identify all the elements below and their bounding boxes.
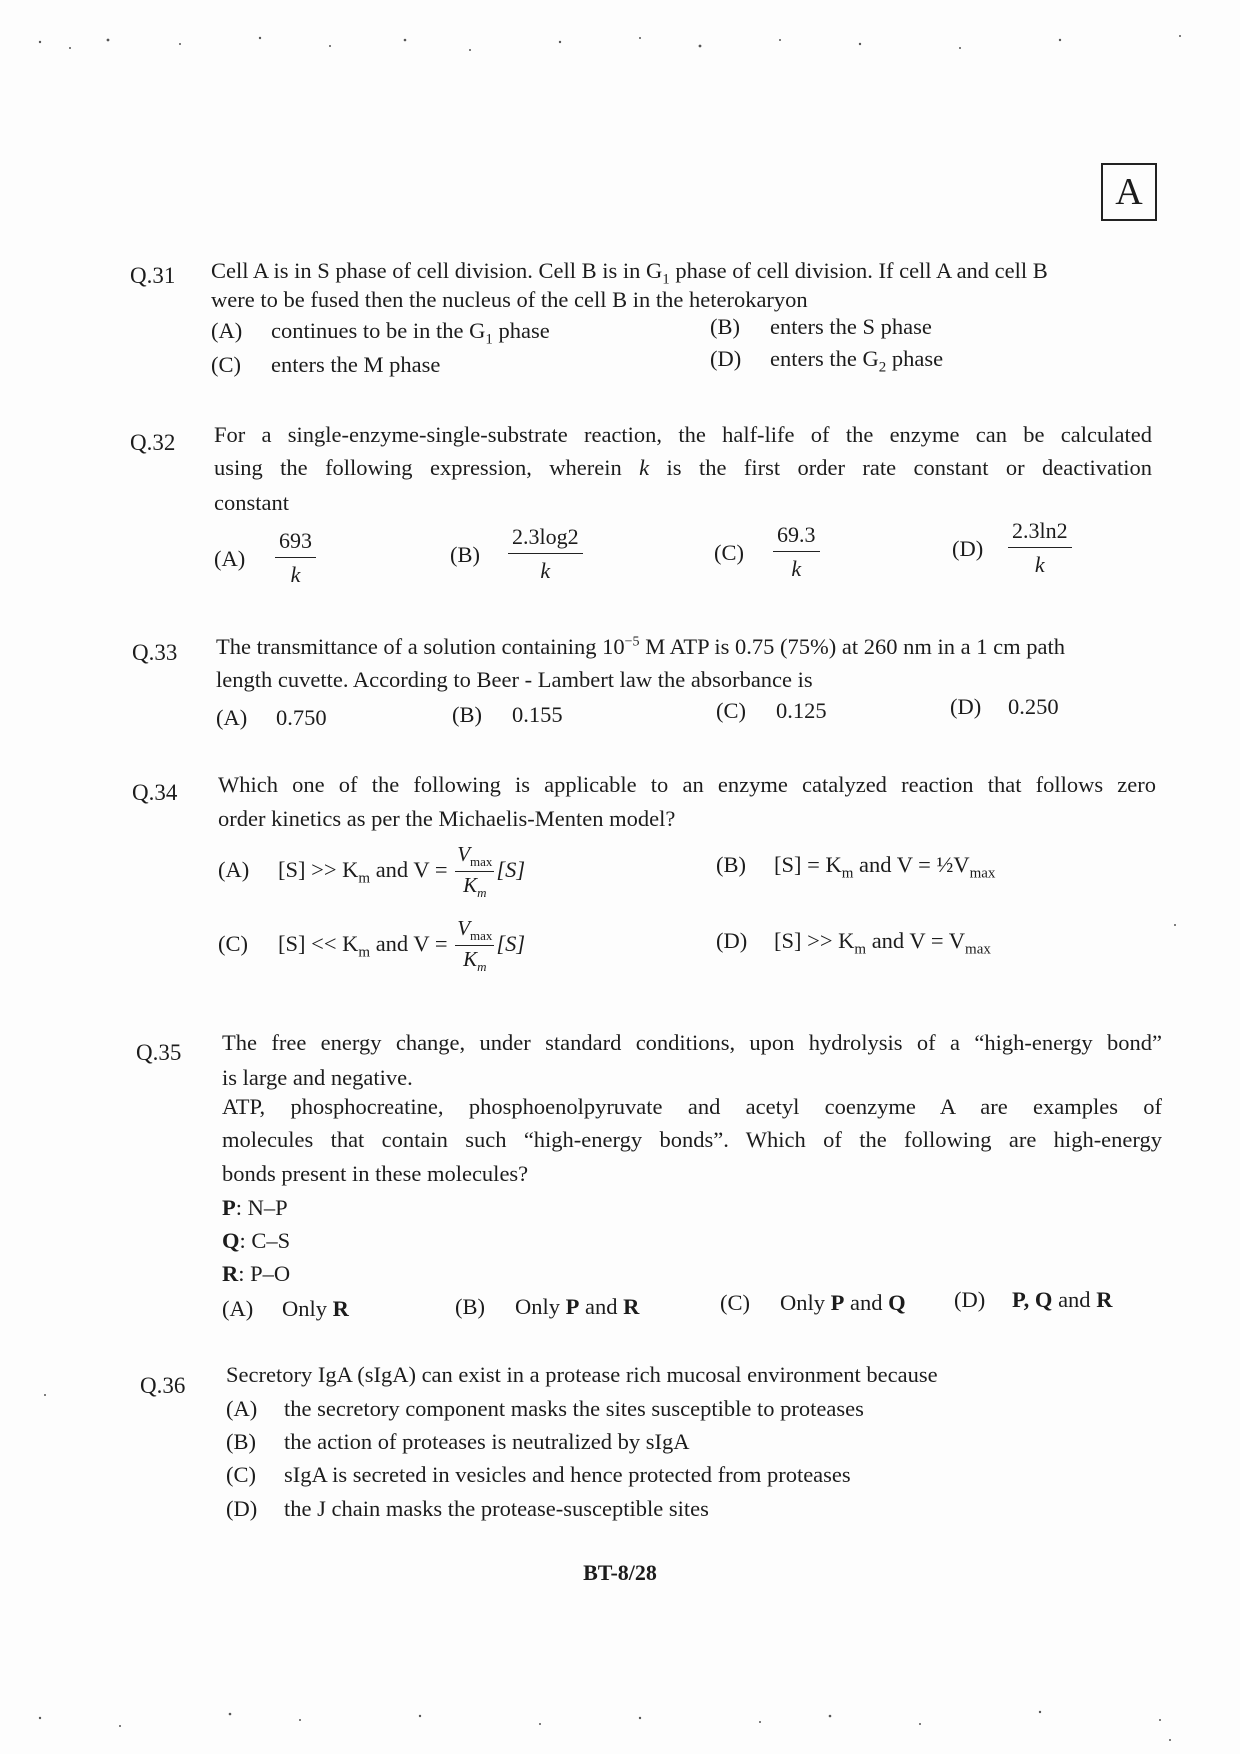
question-number: Q.31 xyxy=(130,263,176,288)
option-d[interactable]: (D) xyxy=(952,536,984,561)
question-text-line: bonds present in these molecules? xyxy=(222,1161,529,1186)
question-number: Q.32 xyxy=(130,430,176,455)
statement-p: P: N–P xyxy=(222,1195,288,1220)
option-c[interactable]: (C) xyxy=(714,540,744,565)
question-text-line: is large and negative. xyxy=(222,1065,413,1090)
statement-q: Q: C–S xyxy=(222,1228,291,1253)
option-a[interactable]: (A) continues to be in the $G_1$ phase xyxy=(211,318,550,348)
option-c-fraction: $\frac{69.3}{k}$ xyxy=(773,522,820,582)
question-text-line: Cell A is in S phase of cell division. Cell B is in $G_1$ phase of cell division. If cell A and cell B xyxy=(211,258,1048,288)
question-text-line: Secretory IgA (sIgA) can exist in a protease rich mucosal environment because xyxy=(226,1362,938,1387)
option-b[interactable]: (B) xyxy=(450,542,480,567)
question-number: Q.33 xyxy=(132,640,178,665)
question-text-line: molecules that contain such “high-energy bonds”. Which of the following are high-energy xyxy=(222,1127,1162,1152)
question-text-line: constant xyxy=(214,490,289,515)
option-a[interactable]: (A) xyxy=(214,546,246,571)
question-number: Q.35 xyxy=(136,1040,182,1065)
option-b-fraction: $\frac{2.3\log 2}{k}$ xyxy=(508,524,583,584)
question-text-line: using the following expression, wherein k is the first order rate constant or deactivation xyxy=(214,455,1153,480)
question-number: Q.36 xyxy=(140,1373,186,1398)
option-d[interactable]: (D) 0.250 xyxy=(950,694,1059,719)
question-text-line: were to be fused then the nucleus of the cell B in the heterokaryon xyxy=(211,287,808,312)
option-b[interactable]: (B) 0.155 xyxy=(452,702,563,727)
option-d-fraction: $\frac{2.3\ln 2}{k}$ xyxy=(1008,518,1072,578)
question-text-line: ATP, phosphocreatine, phosphoenolpyruvate and acetyl coenzyme A are examples of xyxy=(222,1094,1162,1119)
option-a[interactable]: (A) 0.750 xyxy=(216,705,327,730)
option-a[interactable]: (A) $[S] >> K_m$ and V = $V_{max}$ $K_m$ [S] xyxy=(218,842,526,901)
set-label: A xyxy=(1115,171,1143,213)
option-a[interactable]: (A) Only R xyxy=(222,1296,349,1321)
option-b[interactable]: (B) Only P and R xyxy=(455,1294,640,1319)
question-text-line: order kinetics as per the Michaelis-Menten model? xyxy=(218,806,676,831)
option-c[interactable]: (C) $[S] << K_m$ and V = $V_{max}$ $K_m$ [S] xyxy=(218,916,526,975)
question-text-line: For a single-enzyme-single-substrate reaction, the half-life of the enzyme can be calculated xyxy=(214,422,1152,447)
option-c[interactable]: (C) enters the M phase xyxy=(211,352,441,377)
option-c[interactable]: (C) sIgA is secreted in vesicles and hence protected from proteases xyxy=(226,1462,851,1487)
option-a[interactable]: (A) the secretory component masks the sites susceptible to proteases xyxy=(226,1396,864,1421)
option-d[interactable]: (D) enters the $G_2$ phase xyxy=(710,346,944,376)
option-d[interactable]: (D) $[S] >> K_m$ and $V = V_{max}$ xyxy=(716,928,991,958)
option-d[interactable]: (D) P, Q and R xyxy=(954,1287,1113,1312)
option-b[interactable]: (B) enters the S phase xyxy=(710,314,932,339)
set-label-box xyxy=(1101,163,1157,221)
option-c[interactable]: (C) 0.125 xyxy=(716,698,827,723)
question-text-line: The free energy change, under standard conditions, upon hydrolysis of a “high-energy bond” xyxy=(222,1030,1162,1055)
option-c[interactable]: (C) Only P and Q xyxy=(720,1290,906,1315)
option-b[interactable]: (B) $[S] = K_m$ and $V = \frac{1}{2}V_{max}$ xyxy=(716,852,996,882)
option-b[interactable]: (B) the action of proteases is neutralized by sIgA xyxy=(226,1429,690,1454)
question-number: Q.34 xyxy=(132,780,178,805)
question-text-line: The transmittance of a solution containing $10^{-5}$ M ATP is 0.75 (75%) at 260 nm in a 1 cm path xyxy=(216,634,1065,659)
option-d[interactable]: (D) the J chain masks the protease-susceptible sites xyxy=(226,1496,709,1521)
question-text-line: Which one of the following is applicable to an enzyme catalyzed reaction that follows zero xyxy=(218,772,1156,797)
page-footer: BT-8/28 xyxy=(583,1560,657,1585)
statement-r: R: P–O xyxy=(222,1261,291,1286)
question-text-line: length cuvette. According to Beer - Lambert law the absorbance is xyxy=(216,667,813,692)
option-a-fraction: $\frac{693}{k}$ xyxy=(275,528,316,588)
